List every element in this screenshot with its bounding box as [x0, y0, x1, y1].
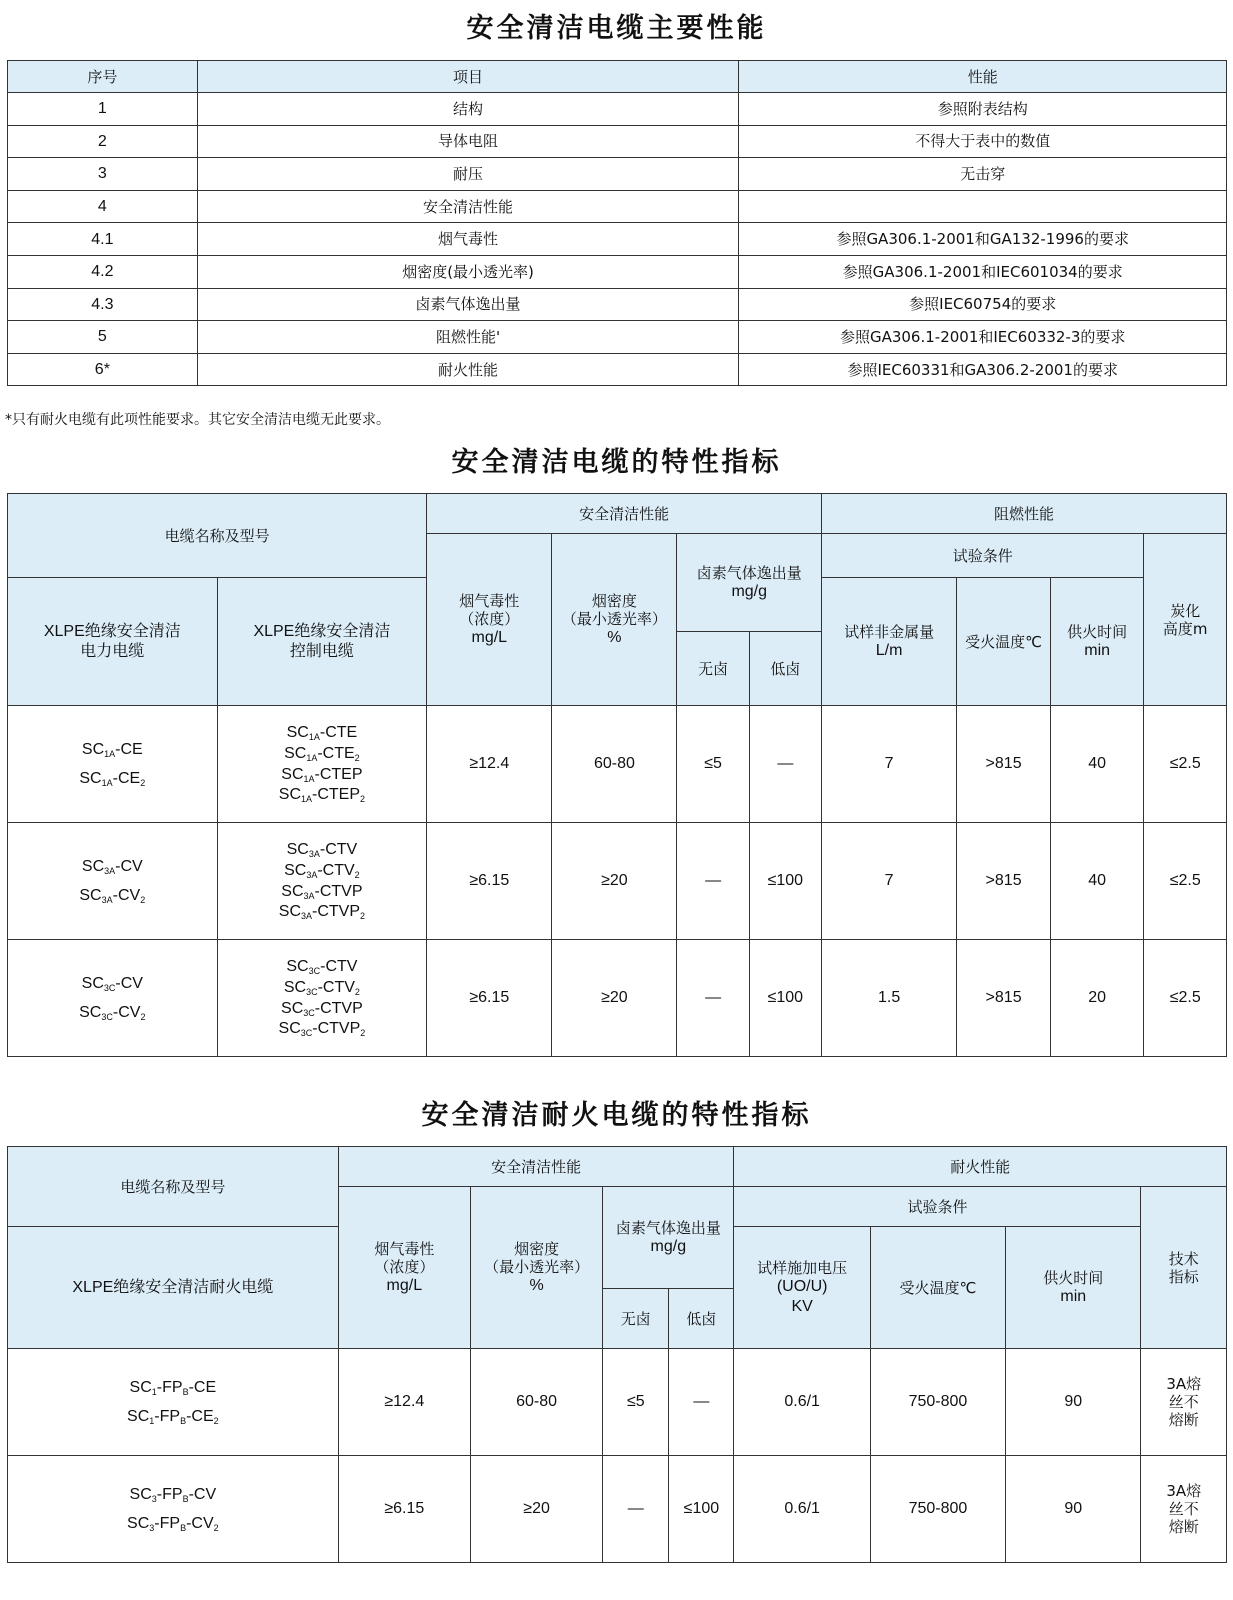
- smoke-density-value: 60-80: [470, 1349, 602, 1456]
- smoke-density-value: ≥20: [552, 940, 677, 1057]
- model-code: $SC_{1A}-CE_2$: [79, 769, 146, 788]
- model-code: $SC_{3C}$-CTVP: [281, 999, 363, 1018]
- row-performance: 参照GA306.1-2001和IEC60332-3的要求: [739, 321, 1227, 354]
- row-item: 卤素气体逸出量: [197, 288, 739, 321]
- section1-title: 安全清洁电缆主要性能: [466, 13, 767, 44]
- table-row: [8, 1456, 1227, 1563]
- fire-time-value: 90: [1006, 1456, 1141, 1563]
- header-nonmetal-amount: 试样非金属量 L/m: [821, 578, 956, 706]
- smoke-toxicity-value: ≥6.15: [427, 940, 552, 1057]
- header-halogen-free: 无卤: [677, 632, 749, 706]
- header-fire-time: 供火时间 min: [1050, 578, 1144, 706]
- model-code: $SC_3-FP_B-CV$: [129, 1485, 217, 1504]
- header-smoke-toxicity: 烟气毒性 （浓度） mg/L: [338, 1187, 470, 1349]
- halogen-free-value: ≤5: [603, 1349, 669, 1456]
- model-code: $SC_{3C}-CTV_2$: [283, 978, 360, 997]
- header-clean-performance: 安全清洁性能: [427, 494, 822, 534]
- model-code: $SC_{3C}-CV_2$: [79, 1003, 146, 1022]
- header-no: 序号: [8, 61, 198, 93]
- model-code: $SC_{1A}-CE$: [81, 740, 143, 759]
- section2-title: 安全清洁电缆的特性指标: [451, 447, 782, 478]
- table-row: [8, 940, 1227, 1057]
- header-low-halogen: 低卤: [669, 1289, 734, 1349]
- model-code: $SC_{3A}-CV$: [81, 857, 143, 876]
- header-flame-retardant: 阻燃性能: [821, 494, 1226, 534]
- row-no: 5: [8, 321, 198, 354]
- model-code: $SC_{3A}-CTV_2$: [284, 861, 360, 880]
- row-no: 4.2: [8, 255, 198, 288]
- halogen-free-value: —: [677, 940, 749, 1057]
- char-height-value: ≤2.5: [1144, 940, 1227, 1057]
- low-halogen-value: ≤100: [669, 1456, 734, 1563]
- smoke-toxicity-value: ≥6.15: [338, 1456, 470, 1563]
- model-code: $SC_{3A}$-CTV: [286, 840, 358, 859]
- header-clean-performance: 安全清洁性能: [338, 1147, 734, 1187]
- power-cable-models: [8, 940, 218, 1057]
- fire-temp-value: >815: [957, 706, 1051, 823]
- table-row: [8, 255, 1227, 288]
- fire-temp-value: 750-800: [870, 1456, 1005, 1563]
- model-code: $SC_{3A}-CV_2$: [79, 886, 146, 905]
- low-halogen-value: ≤100: [749, 940, 821, 1057]
- row-no: 1: [8, 93, 198, 126]
- model-code: $SC_{1A}$-CTE: [286, 723, 358, 742]
- fire-cable-models: [8, 1349, 339, 1456]
- model-code: $SC_{1A}$-CTEP: [281, 765, 363, 784]
- power-cable-models: [8, 706, 218, 823]
- table-row: [8, 823, 1227, 940]
- table-row: [8, 190, 1227, 223]
- section3-title: 安全清洁耐火电缆的特性指标: [421, 1100, 812, 1131]
- header-char-height: 炭化 高度m: [1144, 534, 1227, 706]
- row-item: 耐火性能: [197, 353, 739, 386]
- header-power-cable: XLPE绝缘安全清洁 电力电缆: [8, 578, 218, 706]
- table-row: [8, 93, 1227, 126]
- tech-index-value: 3A熔 丝不 熔断: [1141, 1456, 1227, 1563]
- tech-index-value: 3A熔 丝不 熔断: [1141, 1349, 1227, 1456]
- table-row: [8, 321, 1227, 354]
- smoke-toxicity-value: ≥12.4: [338, 1349, 470, 1456]
- smoke-toxicity-value: ≥6.15: [427, 823, 552, 940]
- model-code: $SC_{3C}-CV$: [81, 974, 143, 993]
- header-test-conditions: 试验条件: [734, 1187, 1141, 1227]
- fire-time-value: 90: [1006, 1349, 1141, 1456]
- control-cable-models: [217, 940, 427, 1057]
- model-code: $SC_{1A}-CTE_2$: [284, 744, 360, 763]
- fire-temp-value: 750-800: [870, 1349, 1005, 1456]
- header-smoke-density: 烟密度 （最小透光率） %: [552, 534, 677, 706]
- header-control-cable: XLPE绝缘安全清洁 控制电缆: [217, 578, 427, 706]
- header-test-conditions: 试验条件: [821, 534, 1144, 578]
- header-low-halogen: 低卤: [749, 632, 821, 706]
- row-performance: [739, 190, 1227, 223]
- table-row: [8, 223, 1227, 256]
- char-height-value: ≤2.5: [1144, 706, 1227, 823]
- header-halogen-free: 无卤: [603, 1289, 669, 1349]
- smoke-density-value: ≥20: [552, 823, 677, 940]
- smoke-density-value: 60-80: [552, 706, 677, 823]
- nonmetal-amount-value: 1.5: [821, 940, 956, 1057]
- low-halogen-value: —: [749, 706, 821, 823]
- model-code: $SC_{3A}-CTVP_2$: [278, 903, 366, 922]
- nonmetal-amount-value: 7: [821, 706, 956, 823]
- header-cable-name: 电缆名称及型号: [8, 1147, 339, 1227]
- test-voltage-value: 0.6/1: [734, 1349, 870, 1456]
- low-halogen-value: ≤100: [749, 823, 821, 940]
- fire-time-value: 40: [1050, 706, 1144, 823]
- table-row: [8, 125, 1227, 158]
- model-code: $SC_1-FP_B-CE_2$: [127, 1407, 219, 1426]
- row-no: 4.1: [8, 223, 198, 256]
- footnote: *只有耐火电缆有此项性能要求。其它安全清洁电缆无此要求。: [5, 412, 390, 428]
- row-item: 烟密度(最小透光率): [197, 255, 739, 288]
- header-fire-time: 供火时间 min: [1006, 1227, 1141, 1349]
- fire-temp-value: >815: [957, 940, 1051, 1057]
- halogen-free-value: —: [677, 823, 749, 940]
- row-no: 6*: [8, 353, 198, 386]
- row-item: 结构: [197, 93, 739, 126]
- row-performance: 参照GA306.1-2001和IEC601034的要求: [739, 255, 1227, 288]
- model-code: $SC_{3C}-CTVP_2$: [278, 1020, 366, 1039]
- header-fire-resistance: 耐火性能: [734, 1147, 1227, 1187]
- table-row: [8, 158, 1227, 191]
- row-item: 烟气毒性: [197, 223, 739, 256]
- header-tech-index: 技术 指标: [1141, 1187, 1227, 1349]
- smoke-toxicity-value: ≥12.4: [427, 706, 552, 823]
- row-performance: 参照GA306.1-2001和GA132-1996的要求: [739, 223, 1227, 256]
- smoke-density-value: ≥20: [470, 1456, 602, 1563]
- fire-resistant-spec-table: [7, 1146, 1227, 1563]
- fire-time-value: 20: [1050, 940, 1144, 1057]
- table-row: [8, 288, 1227, 321]
- fire-temp-value: >815: [957, 823, 1051, 940]
- halogen-free-value: ≤5: [677, 706, 749, 823]
- row-performance: 参照附表结构: [739, 93, 1227, 126]
- char-height-value: ≤2.5: [1144, 823, 1227, 940]
- row-item: 导体电阻: [197, 125, 739, 158]
- row-item: 安全清洁性能: [197, 190, 739, 223]
- nonmetal-amount-value: 7: [821, 823, 956, 940]
- model-code: $SC_1-FP_B-CE$: [129, 1378, 217, 1397]
- row-performance: 无击穿: [739, 158, 1227, 191]
- header-test-voltage: 试样施加电压 (UO/U) KV: [734, 1227, 870, 1349]
- table-row: [8, 353, 1227, 386]
- fire-cable-models: [8, 1456, 339, 1563]
- row-no: 3: [8, 158, 198, 191]
- model-code: $SC_3-FP_B-CV_2$: [127, 1514, 219, 1533]
- model-code: $SC_{3C}$-CTV: [286, 957, 358, 976]
- table-row: [8, 1349, 1227, 1456]
- low-halogen-value: —: [669, 1349, 734, 1456]
- model-code: $SC_{1A}-CTEP_2$: [278, 786, 366, 805]
- row-performance: 参照IEC60754的要求: [739, 288, 1227, 321]
- table-row: [8, 706, 1227, 823]
- row-performance: 不得大于表中的数值: [739, 125, 1227, 158]
- test-voltage-value: 0.6/1: [734, 1456, 870, 1563]
- row-no: 4: [8, 190, 198, 223]
- header-fire-temp: 受火温度℃: [870, 1227, 1005, 1349]
- row-no: 2: [8, 125, 198, 158]
- main-performance-table: [7, 60, 1227, 386]
- header-smoke-density: 烟密度 （最小透光率） %: [470, 1187, 602, 1349]
- row-item: 阻燃性能': [197, 321, 739, 354]
- header-perf: 性能: [739, 61, 1227, 93]
- halogen-free-value: —: [603, 1456, 669, 1563]
- fire-time-value: 40: [1050, 823, 1144, 940]
- power-cable-models: [8, 823, 218, 940]
- header-cable-name: 电缆名称及型号: [8, 494, 427, 578]
- clean-cable-spec-table: [7, 493, 1227, 1057]
- row-item: 耐压: [197, 158, 739, 191]
- header-xlpe-fire-cable: XLPE绝缘安全清洁耐火电缆: [8, 1227, 339, 1349]
- row-performance: 参照IEC60331和GA306.2-2001的要求: [739, 353, 1227, 386]
- header-halogen-gas: 卤素气体逸出量 mg/g: [677, 534, 821, 632]
- header-item: 项目: [197, 61, 739, 93]
- control-cable-models: [217, 823, 427, 940]
- header-fire-temp: 受火温度℃: [957, 578, 1051, 706]
- header-halogen-gas: 卤素气体逸出量 mg/g: [603, 1187, 734, 1289]
- model-code: $SC_{3A}$-CTVP: [281, 882, 363, 901]
- row-no: 4.3: [8, 288, 198, 321]
- control-cable-models: [217, 706, 427, 823]
- header-smoke-toxicity: 烟气毒性 （浓度） mg/L: [427, 534, 552, 706]
